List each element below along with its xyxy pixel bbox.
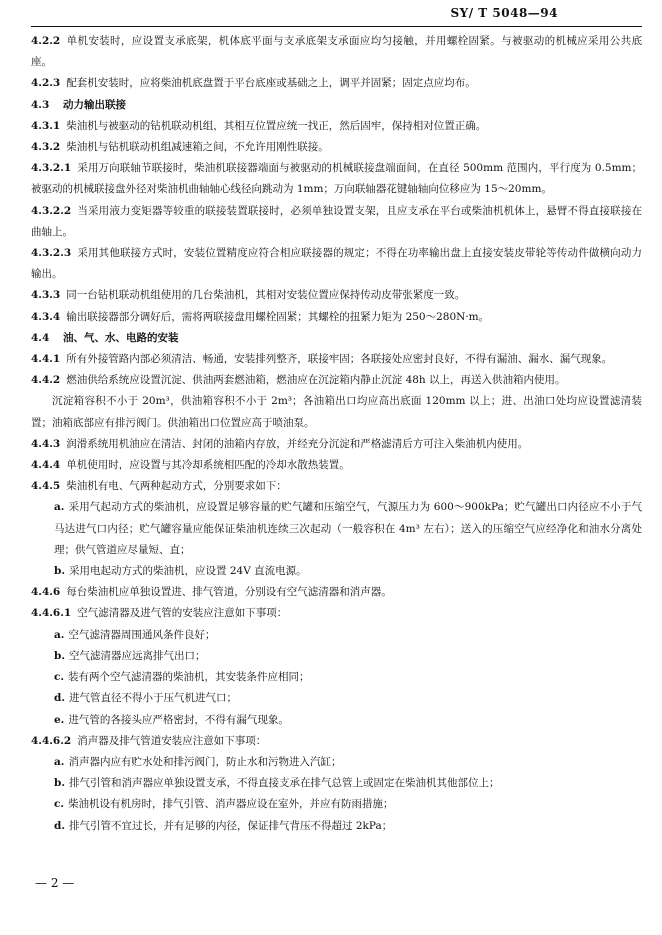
list-item: a. 采用气起动方式的柴油机，应设置足够容量的贮气罐和压缩空气，气源压力为 600～900kPa；贮气罐出口内径应不小于气马达进气口内径；贮气罐容量应能保证柴油机连续三次起动（一般容积在 4m³ 左右）；送入的压缩空气应经净化和油水分离处理；供气管道应尽量短、直； bbox=[54, 501, 642, 556]
paragraph: 4.3.2.1 采用万向联轴节联接时，柴油机联接器端面与被驱动的机械联接盘端面间，在直径 500mm 范围内，平行度为 0.5mm；被驱动的机械联接盘外径对柴油机曲轴轴心线径向跳动为 1mm；万向联轴器花键轴轴向位移应为 15～20mm。 bbox=[31, 162, 642, 196]
paragraph: 4.4.6 每台柴油机应单独设置进、排气管道，分别设有空气滤清器和消声器。 bbox=[31, 586, 392, 599]
body-text bbox=[31, 31, 642, 837]
list-item: d. 排气引管不宜过长，并有足够的内径，保证排气背压不得超过 2kPa； bbox=[54, 819, 393, 832]
paragraph: 4.4.3 润滑系统用机油应在清洁、封闭的油箱内存放，并经充分沉淀和严格滤清后方可注入柴油机内使用。 bbox=[31, 437, 529, 450]
paragraph: 4.4.5 柴油机有电、气两种起动方式，分别要求如下： bbox=[31, 480, 287, 493]
list-item: c. 装有两个空气滤清器的柴油机，其安装条件应相同； bbox=[54, 671, 310, 684]
paragraph: 4.2.3 配套机安装时，应将柴油机底盘置于平台底座或基础之上，调平并固紧；固定点应均布。 bbox=[31, 77, 476, 90]
paragraph: 4.3.3 同一台钻机联动机组使用的几台柴油机，其相对安装位置应保持传动皮带张紧度一致。 bbox=[31, 289, 466, 302]
paragraph: 4.4.6.1 空气滤清器及进气管的安装应注意如下事项： bbox=[31, 607, 288, 620]
list-item: c. 柴油机设有机房时，排气引管、消声器应设在室外，并应有防雨措施； bbox=[54, 798, 394, 811]
paragraph: 4.3.2.2 当采用液力变矩器等较重的联接装置联接时，必须单独设置支架，且应支承在平台或柴油机机体上，悬臂不得直接联接在曲轴上。 bbox=[31, 204, 642, 238]
paragraph: 4.4.6.2 消声器及排气管道安装应注意如下事项： bbox=[31, 734, 267, 747]
list-item: b. 采用电起动方式的柴油机，应设置 24V 直流电源。 bbox=[54, 565, 307, 578]
list-item: d. 进气管直径不得小于压气机进气口； bbox=[54, 692, 237, 705]
list-item: b. 排气引管和消声器应单独设置支承，不得直接支承在排气总管上或固定在柴油机其他部位上； bbox=[54, 777, 500, 790]
list-item: b. 空气滤清器应远离排气出口； bbox=[54, 649, 206, 662]
list-item: a. 消声器内应有贮水处和排污阀门，防止水和污物进入汽缸； bbox=[54, 755, 342, 768]
header-rule bbox=[31, 26, 642, 27]
paragraph: 沉淀箱容积不小于 20m³，供油箱容积不小于 2m³；各油箱出口均应高出底面 120mm 以上；进、出油口处均应设置滤清装置；油箱底部应有排污阀门。供油箱出口位置应高于喷油泵。 bbox=[31, 395, 642, 429]
paragraph: 4.3.2 柴油机与钻机联动机组减速箱之间，不允许用刚性联接。 bbox=[31, 141, 329, 154]
paragraph: 4.4.4 单机使用时，应设置与其冷却系统相匹配的冷却水散热装置。 bbox=[31, 459, 350, 472]
paragraph: 4.3.1 柴油机与被驱动的钻机联动机组，其相互位置应统一找正，然后固牢，保持相对位置正确。 bbox=[31, 119, 487, 132]
page-number: — 2 — bbox=[35, 876, 75, 890]
list-item: e. 进气管的各接头应严格密封，不得有漏气现象。 bbox=[54, 713, 289, 726]
paragraph: 4.3.4 输出联接器部分调好后，需将两联接盘用螺栓固紧；其螺栓的扭紧力矩为 250～280N·m。 bbox=[31, 310, 490, 323]
section-heading: 4.3 动力输出联接 bbox=[31, 98, 126, 111]
paragraph: 4.2.2 单机安装时，应设置支承底架，机体底平面与支承底架支承面应均匀接触，并用螺栓固紧。与被驱动的机械应采用公共底座。 bbox=[31, 35, 642, 69]
list-item: a. 空气滤清器周围通风条件良好； bbox=[54, 628, 216, 641]
section-heading: 4.4 油、气、水、电路的安装 bbox=[31, 331, 179, 344]
paragraph: 4.4.1 所有外接管路内部必须清洁、畅通，安装排列整齐，联接牢固；各联接处应密封良好，不得有漏油、漏水、漏气现象。 bbox=[31, 353, 613, 366]
paragraph: 4.3.2.3 采用其他联接方式时，安装位置精度应符合相应联接器的规定；不得在功率输出盘上直接安装皮带轮等传动件做横向动力输出。 bbox=[31, 247, 642, 281]
paragraph: 4.4.2 燃油供给系统应设置沉淀、供油两套燃油箱，燃油应在沉淀箱内静止沉淀 48h 以上，再送入供油箱内使用。 bbox=[31, 374, 566, 387]
standard-code-header: SY/ T 5048—94 bbox=[450, 6, 558, 20]
